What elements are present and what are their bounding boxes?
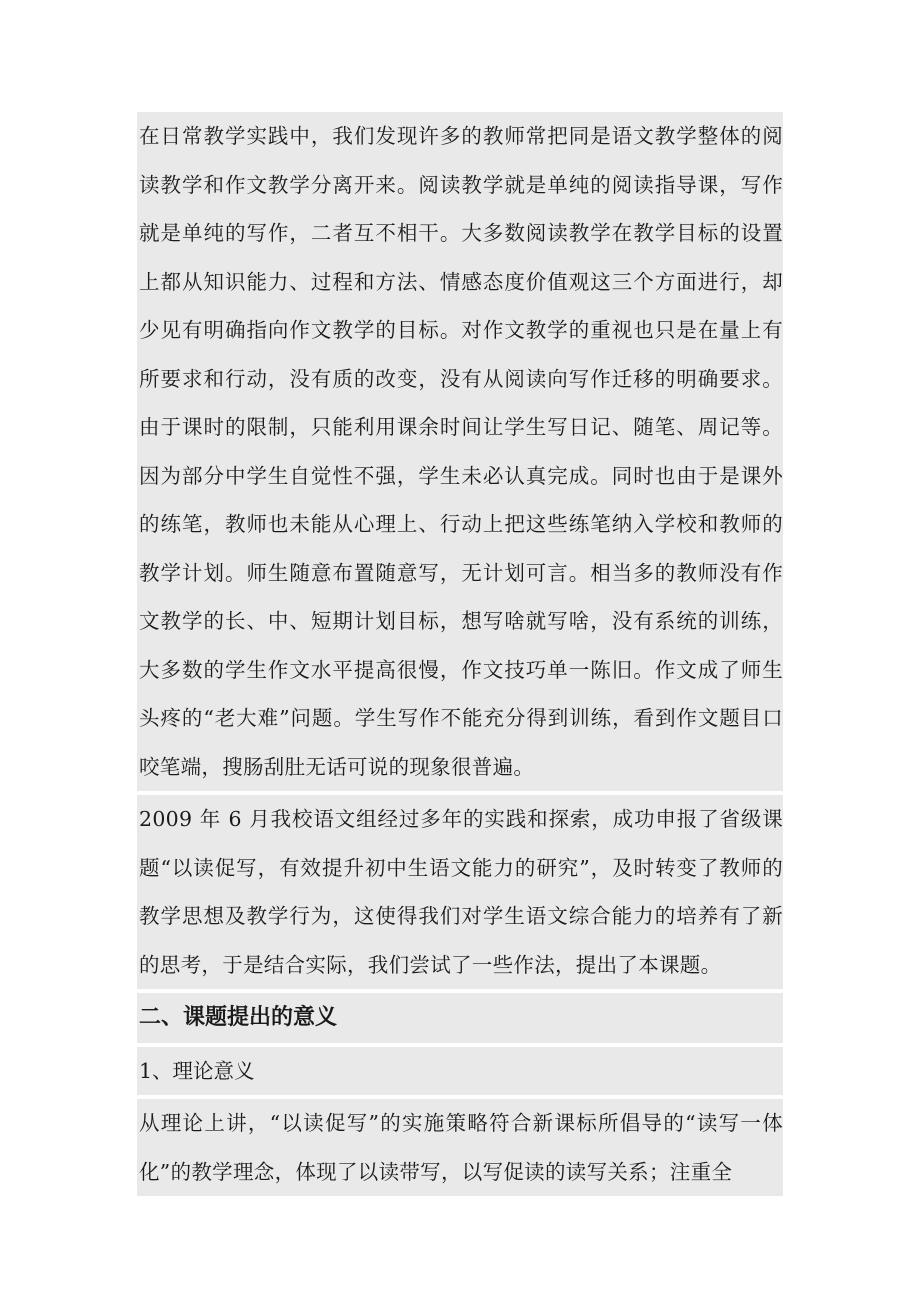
subsection-heading-theory: 1、理论意义 xyxy=(137,1047,783,1095)
paragraph-project-origin: 2009 年 6 月我校语文组经过多年的实践和探索，成功申报了省级课题“以读促写，有效提升初中生语文能力的研究”，及时转变了教师的教学思想及教学行为，这使得我们对学生语文综合能力的培养有了新的思考，于是结合实际，我们尝试了一些作法，提出了本课题。 xyxy=(137,795,783,989)
document-body xyxy=(137,112,783,1196)
section-heading-significance: 二、课题提出的意义 xyxy=(137,993,783,1043)
paragraph-background-problem: 在日常教学实践中，我们发现许多的教师常把同是语文教学整体的阅读教学和作文教学分离开来。阅读教学就是单纯的阅读指导课，写作就是单纯的写作，二者互不相干。大多数阅读教学在教学目标的设置上都从知识能力、过程和方法、情感态度价值观这三个方面进行，却少见有明确指向作文教学的目标。对作文教学的重视也只是在量上有所要求和行动，没有质的改变，没有从阅读向写作迁移的明确要求。由于课时的限制，只能利用课余时间让学生写日记、随笔、周记等。因为部分中学生自觉性不强，学生未必认真完成。同时也由于是课外的练笔，教师也未能从心理上、行动上把这些练笔纳入学校和教师的教学计划。师生随意布置随意写，无计划可言。相当多的教师没有作文教学的长、中、短期计划目标，想写啥就写啥，没有系统的训练，大多数的学生作文水平提高很慢，作文技巧单一陈旧。作文成了师生头疼的“老大难”问题。学生写作不能充分得到训练，看到作文题目口咬笔端，搜肠刮肚无话可说的现象很普遍。 xyxy=(137,112,783,791)
paragraph-theory-significance: 从理论上讲，“以读促写”的实施策略符合新课标所倡导的“读写一体化”的教学理念，体现了以读带写，以写促读的读写关系；注重全 xyxy=(137,1099,783,1196)
